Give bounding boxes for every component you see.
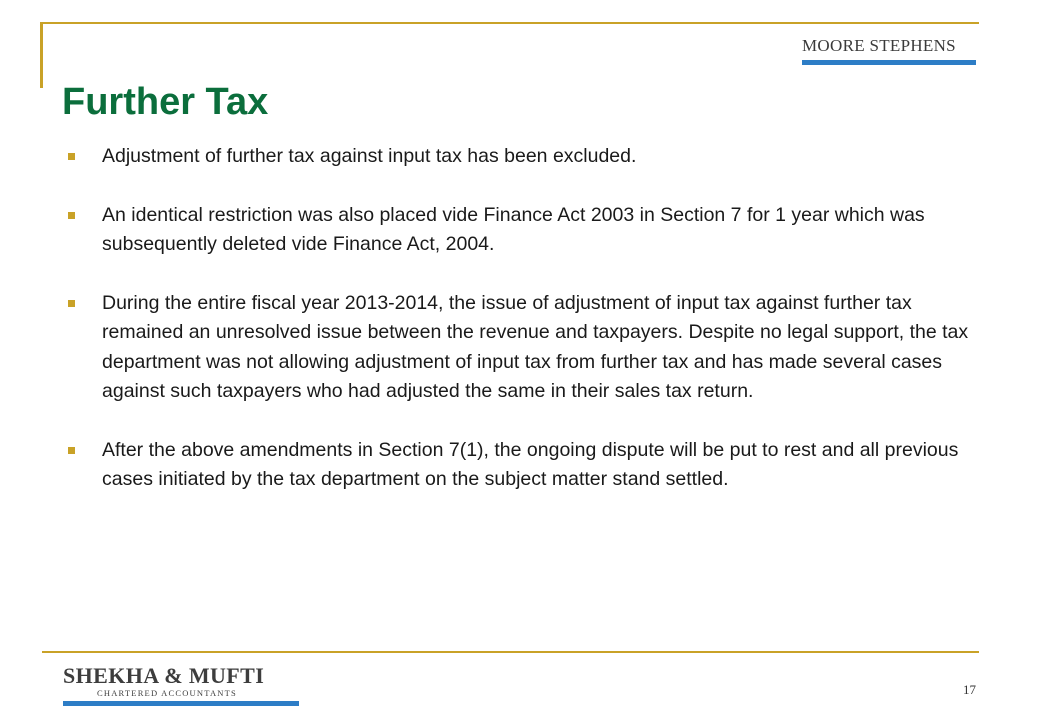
bullet-text: An identical restriction was also placed vide Finance Act 2003 in Section 7 for 1 year which was subsequently deleted vide Finance Act, 2004.: [102, 203, 925, 255]
frame-left-rule: [40, 22, 43, 88]
shekha-mufti-logo-name: SHEKHA & MUFTI: [63, 663, 265, 688]
page-number: 17: [963, 682, 976, 697]
square-bullet-icon: [68, 300, 75, 307]
shekha-mufti-logo: [63, 664, 299, 706]
shekha-mufti-logo-bar: [63, 701, 299, 706]
bullet-item: [64, 201, 976, 260]
frame-bottom-rule: [42, 651, 979, 653]
bullet-text: Adjustment of further tax against input tax has been excluded.: [102, 145, 637, 167]
moore-stephens-logo: [802, 36, 976, 65]
square-bullet-icon: [68, 212, 75, 219]
moore-stephens-logo-text: MOORE STEPHENS: [802, 36, 956, 55]
moore-stephens-logo-bar: [802, 60, 976, 65]
bullet-text: After the above amendments in Section 7(1), the ongoing dispute will be put to rest and all previous cases initiated by the tax department on the subject matter stand settled.: [102, 438, 959, 490]
bullet-text: During the entire fiscal year 2013-2014, the issue of adjustment of input tax against further tax remained an unresolved issue between the revenue and taxpayers. Despite no legal support, the tax department was not allowing adjustment of input tax from further tax and has made several cases against such taxpayers who had adjusted the same in their sales tax return.: [102, 291, 969, 402]
frame-top-rule: [42, 22, 979, 24]
bullet-item: [64, 142, 976, 172]
bullet-item: [64, 436, 976, 495]
bullet-item: [64, 289, 976, 407]
square-bullet-icon: [68, 153, 75, 160]
bullet-list: [64, 142, 976, 524]
square-bullet-icon: [68, 447, 75, 454]
shekha-mufti-logo-subtitle: CHARTERED ACCOUNTANTS: [97, 688, 237, 698]
slide-title: Further Tax: [62, 81, 269, 123]
